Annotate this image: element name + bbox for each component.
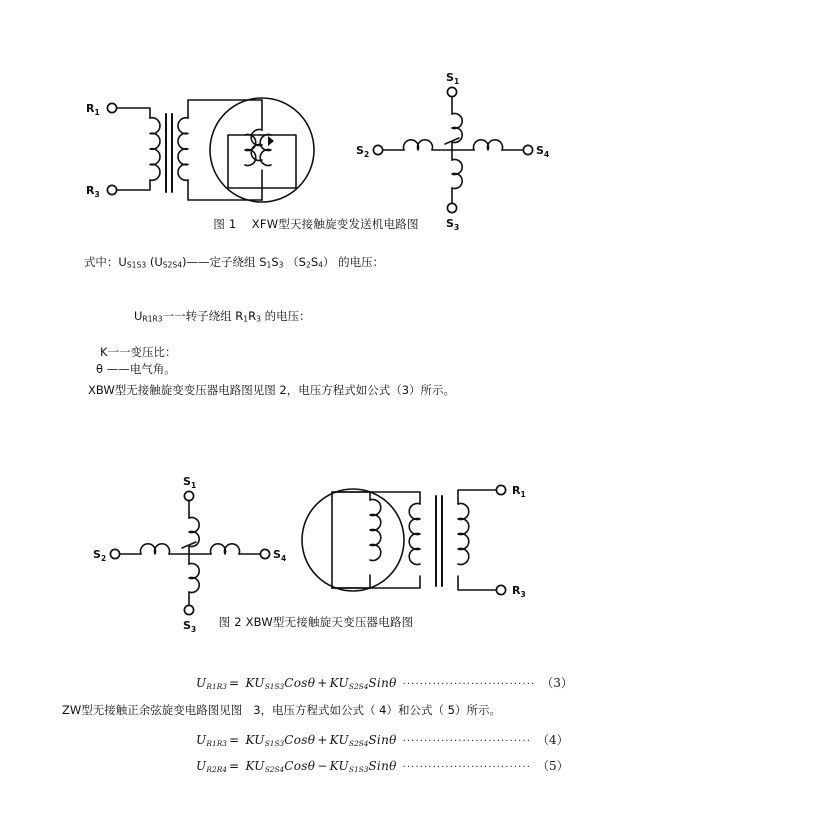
zw-description-block <box>0 702 632 719</box>
label-s3-fig2: $S_3$ <box>183 619 197 634</box>
secondary-winding-coil-fig2 <box>458 504 469 565</box>
primary-winding-coil <box>150 118 160 181</box>
label-r1-fig2: $R_1$ <box>512 484 526 499</box>
rotor-coil-inner-left <box>245 135 256 166</box>
figure-1 <box>0 70 632 232</box>
xbw-description-line: XBW型无接触旋变变压器电路图见图 2，电压方程式如公式（3）所示。 <box>88 383 456 398</box>
terminal-s1-node-fig2 <box>184 491 193 500</box>
def1-sub3: 1 <box>266 260 272 270</box>
figure-2 <box>0 470 632 634</box>
terminal-s1-node <box>447 87 456 96</box>
def2-sub2: 1 <box>243 314 249 324</box>
label-r3: $R_3$ <box>86 184 100 199</box>
secondary-winding-coil <box>178 118 188 181</box>
terminal-s4-node <box>523 145 532 154</box>
definition-text-block <box>0 237 632 399</box>
formula-4-number: （4） <box>537 733 569 747</box>
figure-2-caption: 图 2 XBW型无接触旋天变压器电路图 <box>218 615 414 629</box>
terminal-s3-node-fig2 <box>184 605 193 614</box>
formula-5-number: （5） <box>537 759 569 773</box>
primary-winding-coil-fig2 <box>409 504 420 565</box>
label-s1-fig2: $S_1$ <box>183 475 197 490</box>
label-r3-fig2: $R_3$ <box>512 584 526 599</box>
formula-4-leader: ······························ <box>402 736 531 747</box>
star-coil-left-fig2 <box>141 544 170 554</box>
formula-3-expression: $U_{R1R3} = KU_{S1S3}Cos\theta + KU_{S2S4}Sin\theta$ <box>196 676 397 691</box>
formula-4-expression: $U_{R1R3} = KU_{S1S3}Cos\theta + KU_{S2S4}Sin\theta$ <box>196 733 397 748</box>
label-s1: $S_1$ <box>446 71 460 86</box>
terminal-r3-node-fig2 <box>496 585 505 594</box>
terminal-s3-node <box>447 203 456 212</box>
def1-sub6: 4 <box>318 260 323 270</box>
formula-5-leader: ······························ <box>402 762 531 773</box>
figure-1-caption: 图 1 XFW型天接触旋变发送机电路图 <box>213 217 419 231</box>
def1-prefix: 式中：U <box>83 255 127 269</box>
label-r1: $R_1$ <box>86 102 100 117</box>
def2-sub: R1R3 <box>142 314 163 324</box>
definition-line-1 <box>0 237 632 291</box>
terminal-s2-node <box>373 145 382 154</box>
def2-end: 的电压： <box>260 308 311 323</box>
def1-mid: (U <box>146 255 163 269</box>
formula-5-expression: $U_{R2R4} = KU_{S2S4}Cos\theta - KU_{S1S3}Sin\theta$ <box>196 759 397 774</box>
label-s3: $S_3$ <box>446 217 460 232</box>
terminal-s4-node-fig2 <box>260 549 269 558</box>
definition-line-2 <box>0 291 632 345</box>
formula-3-leader: ······························· <box>402 679 536 690</box>
def2-after: 一一转子绕组 R <box>162 308 244 323</box>
definition-line-3: K一一变压比： <box>100 345 177 360</box>
def1-after2: S <box>271 255 279 269</box>
def2-prefix: U <box>133 308 143 323</box>
terminal-s2-node-fig2 <box>110 549 119 558</box>
def1-sub4: 3 <box>278 260 284 270</box>
rotor-coil-fig2 <box>370 500 381 561</box>
star-coil-bottom-fig2 <box>189 564 199 593</box>
def1-sub1: S1S3 <box>126 260 147 270</box>
def2-after2: R <box>248 308 257 323</box>
def1-end: ） 的电压： <box>322 255 385 269</box>
star-coil-left <box>404 140 433 150</box>
formula-5 <box>0 757 828 774</box>
definition-line-4: θ ——电气角。 <box>96 362 176 377</box>
label-s2-fig2: $S_2$ <box>93 548 107 563</box>
formula-4 <box>0 731 828 748</box>
def1-sub2: S2S4 <box>162 260 183 270</box>
formula-3-number: （3） <box>541 676 573 690</box>
def1-sub5: 2 <box>305 260 311 270</box>
label-s2: $S_2$ <box>356 144 370 159</box>
def1-after: )——定子绕组 S <box>182 255 267 269</box>
star-coil-bottom <box>452 160 462 189</box>
formula-3 <box>0 674 828 691</box>
star-coil-right <box>474 140 503 150</box>
terminal-r1-node <box>107 103 116 112</box>
label-s4-fig2: $S_4$ <box>273 548 287 563</box>
terminal-r1-node-fig2 <box>496 485 505 494</box>
zw-description-line: ZW型无接触正余弦旋变电路图见图 3，电压方程式如公式（ 4）和公式（ 5）所示。 <box>62 703 501 717</box>
rotor-body-circle-fig2 <box>302 489 404 591</box>
label-s4: $S_4$ <box>536 144 550 159</box>
def1-after4: S <box>310 255 319 269</box>
star-coil-right-fig2 <box>210 544 239 554</box>
def1-after3: （S <box>283 255 306 269</box>
def2-sub3: 3 <box>256 314 261 324</box>
terminal-r3-node <box>107 185 116 194</box>
